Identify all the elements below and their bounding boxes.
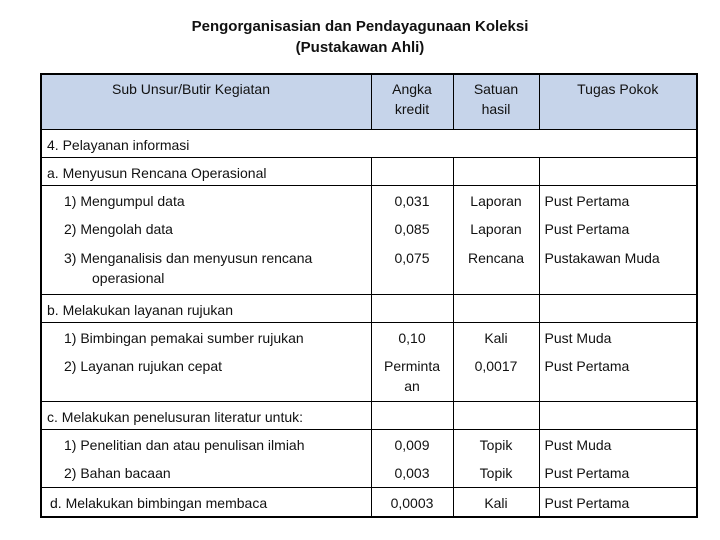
table-row xyxy=(41,322,697,351)
section-main: 4. Pelayanan informasi xyxy=(41,130,697,158)
row-tugas: Pustakawan Muda xyxy=(539,243,697,294)
section-b: b. Melakukan layanan rujukan xyxy=(41,294,371,322)
row-kredit: 0,075 xyxy=(371,243,453,294)
row-name: 2) Layanan rujukan cepat xyxy=(41,351,371,401)
title-line-2: (Pustakawan Ahli) xyxy=(295,39,425,56)
row-name: 2) Mengolah data xyxy=(41,214,371,243)
table-row xyxy=(41,458,697,487)
row-satuan: Kali xyxy=(453,322,539,351)
section-row xyxy=(41,130,697,158)
header-satuan-hasil: Satuan hasil xyxy=(453,74,539,130)
row-tugas: Pust Pertama xyxy=(539,186,697,215)
header-angka-kredit: Angka kredit xyxy=(371,74,453,130)
row-satuan: Topik xyxy=(453,458,539,487)
section-row xyxy=(41,401,697,429)
row-satuan: Kali xyxy=(453,487,539,517)
section-row xyxy=(41,294,697,322)
table-row xyxy=(41,243,697,294)
row-satuan: Rencana xyxy=(453,243,539,294)
row-name: 3) Menganalisis dan menyusun rencana operasional xyxy=(64,250,313,286)
row-tugas: Pust Pertama xyxy=(539,487,697,517)
row-kredit: 0,009 xyxy=(371,429,453,458)
table-row xyxy=(41,429,697,458)
section-c: c. Melakukan penelusuran literatur untuk: xyxy=(41,401,371,429)
row-name: 1) Bimbingan pemakai sumber rujukan xyxy=(41,322,371,351)
row-kredit: 0,003 xyxy=(371,458,453,487)
table-row xyxy=(41,186,697,215)
header-sub-unsur: Sub Unsur/Butir Kegiatan xyxy=(41,74,371,130)
table-row xyxy=(41,214,697,243)
activity-table xyxy=(40,73,698,518)
row-kredit: 0,085 xyxy=(371,214,453,243)
table-row xyxy=(41,351,697,401)
row-tugas: Pust Muda xyxy=(539,429,697,458)
header-row xyxy=(41,74,697,130)
row-satuan: Laporan xyxy=(453,214,539,243)
section-row xyxy=(41,158,697,186)
row-kredit: 0,0003 xyxy=(371,487,453,517)
title-line-1: Pengorganisasian dan Pendayagunaan Koleksi xyxy=(191,18,529,35)
row-tugas: Pust Muda xyxy=(539,322,697,351)
row-kredit: 0,10 xyxy=(371,322,453,351)
row-kredit: 0,031 xyxy=(371,186,453,215)
section-a: a. Menyusun Rencana Operasional xyxy=(41,158,371,186)
row-kredit: Perminta an xyxy=(371,351,453,401)
row-satuan: Topik xyxy=(453,429,539,458)
page-title xyxy=(0,16,720,58)
row-name: 1) Penelitian dan atau penulisan ilmiah xyxy=(41,429,371,458)
row-name: 2) Bahan bacaan xyxy=(41,458,371,487)
row-tugas: Pust Pertama xyxy=(539,458,697,487)
row-satuan: Laporan xyxy=(453,186,539,215)
row-name: 1) Mengumpul data xyxy=(41,186,371,215)
row-name: d. Melakukan bimbingan membaca xyxy=(41,487,371,517)
table-row xyxy=(41,487,697,517)
row-tugas: Pust Pertama xyxy=(539,351,697,401)
header-tugas-pokok: Tugas Pokok xyxy=(539,74,697,130)
row-satuan: 0,0017 xyxy=(453,351,539,401)
row-tugas: Pust Pertama xyxy=(539,214,697,243)
